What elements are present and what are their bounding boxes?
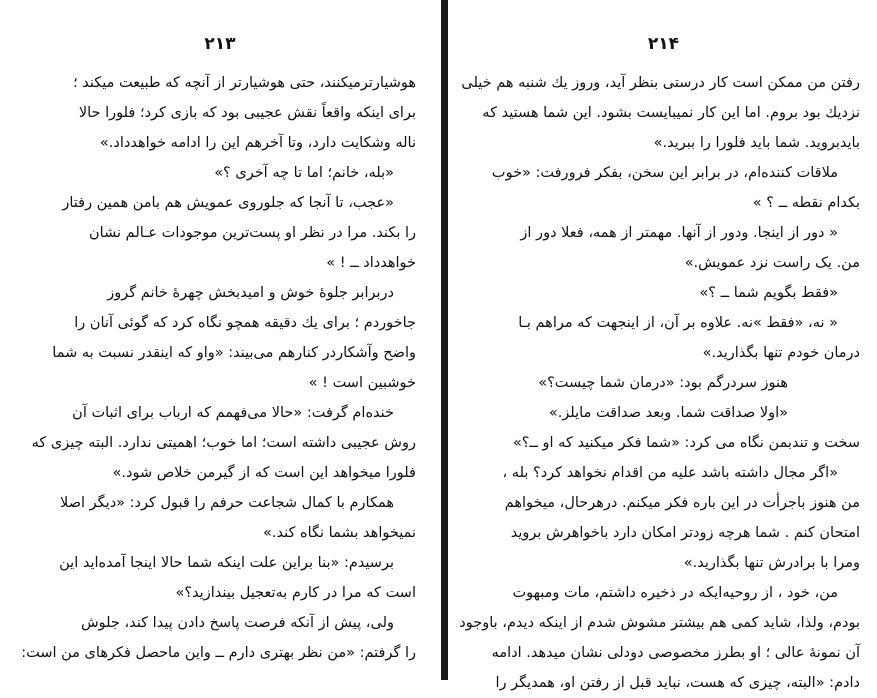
- text-line: « دور از اینجا. ودور از آنها. مهمتر از همه، فعلا دور از: [520, 225, 838, 241]
- text-line: امتحان کنم . شما هرچه زودتر امکان دارد باخواهرش بروید: [510, 525, 860, 541]
- page-number-left: ۲۱۳: [204, 34, 236, 54]
- page-number-right: ۲۱۴: [647, 34, 680, 54]
- text-line: هنوز سردرگم بود: «درمان شما چیست؟»: [538, 375, 788, 391]
- text-line: من هنوز باجرأت در این باره فکر میکنم. درهرحال، میخواهم: [504, 495, 860, 511]
- text-line: ملاقات کننده‌ام، در برابر این سخن، بفکر فرورفت: «خوب: [491, 165, 838, 181]
- text-line: ولی، پیش از آنکه فرصت پاسخ دادن پیدا کند، جلوش: [80, 615, 394, 631]
- text-line: آن نمونهٔ عالی ؛ او بطرز مخصوصی دودلی نشان میدهد. ادامه: [491, 645, 860, 661]
- text-line: را بکند. مرا در نظر او پست‌ترین موجودات عـالم نشان: [89, 225, 416, 241]
- text-line: «فقط بگویم شما ــ ؟»: [699, 285, 838, 301]
- text-line: «اگر مجال داشته باشد علیه من اقدام نخواهد کرد؟ بله ،: [502, 465, 838, 481]
- text-line: نزدیك بود بروم. اما این کار نمیبایست بشود. این شما هستید که: [482, 105, 860, 121]
- left-page-text: [21, 68, 416, 668]
- text-line: جاخوردم ؛ برای یك دقیقه همچو نگاه کرد که گوئی آنان را: [74, 315, 416, 331]
- text-line: فلورا میخواهد این است که از گیرمن خلاص شود.»: [112, 465, 416, 481]
- text-line: «اولا صداقت شما. وبعد صداقت مایلز.»: [548, 405, 788, 421]
- text-line: ومرا با برادرش تنها بگذارید.»: [683, 555, 860, 571]
- text-line: برای اینکه واقعاً نقش عجیبی بود که بازی کرد؛ فلورا حالا: [78, 105, 416, 121]
- book-spine-divider: [441, 0, 448, 680]
- text-line: خواهدداد ــ ! »: [326, 255, 416, 271]
- text-line: است که مرا در کارم به‌تعجیل بیندازید؟»: [175, 585, 416, 601]
- text-line: واضح وآشکاردر کنارهم می‌بیند: «واو که اینقدر نسبت به شما: [52, 345, 416, 361]
- text-line: بودم، ولذا، شاید کمی هم بیشتر مشوش شدم از اینکه دیدم، باوجود: [459, 615, 860, 631]
- text-line: « نه، «فقط »نه. علاوه بر آن، از اینجهت که مراهم بـا: [518, 315, 838, 331]
- text-line: نمیخواهد بشما نگاه کند.»: [263, 525, 416, 541]
- text-line: درمان خودم تنها بگذارید.»: [702, 345, 860, 361]
- text-line: بکدام نقطه ــ ؟ »: [752, 195, 860, 211]
- text-line: خنده‌ام گرفت: «حالا می‌فهمم که ارباب برای اثبات آن: [72, 405, 394, 421]
- text-line: ناله وشکایت دارد، وتا آخرهم این را ادامه خواهدداد.»: [99, 135, 416, 151]
- text-line: خوشبین است ! »: [308, 375, 416, 391]
- text-line: «بله، خانم؛ اما تا چه آخری ؟»: [214, 165, 394, 181]
- left-page: [0, 0, 440, 680]
- text-line: دربرابر جلوهٔ خوش و امیدبخش چهرهٔ خانم گروز: [107, 285, 394, 301]
- text-line: را گرفتم: «من نظر بهتری دارم ــ واین ماحصل فکرهای من است:: [21, 645, 416, 661]
- text-line: هوشیارترمیکنند، حتی هوشیارتر از آنچه که طبیعت میکند ؛: [73, 75, 416, 91]
- text-line: «عجب، تا آنجا که جلوروی عمویش هم بامن همین رفتار: [62, 195, 394, 211]
- text-line: من، خود ، از روحیه‌ایکه در ذخیره داشتم، مات ومبهوت: [512, 585, 838, 601]
- text-line: بایدبروید. شما باید فلورا را ببرید.»: [653, 135, 860, 151]
- text-line: رفتن من ممکن است کار درستی بنظر آید، وروز یك شنبه هم خیلی: [461, 75, 860, 91]
- text-line: روش عجیبی داشته است؛ اما خوب؛ اهمیتی ندارد. البته چیزی که: [31, 435, 416, 451]
- text-line: سخت و تندبمن نگاه می کرد: «شما فکر میکنید که او ــ؟»: [512, 435, 860, 451]
- text-line: برسیدم: «بنا براین علت اینکه شما حالا اینجا آمده‌اید این: [59, 555, 394, 571]
- text-line: من. یک راست نزد عمویش.»: [684, 255, 860, 271]
- right-page-text: [459, 68, 860, 698]
- text-line: دادم: «البته، چیزی که هست، نباید قبل از رفتن او، همدیگر را: [495, 675, 860, 691]
- text-line: همکارم با کمال شجاعت حرفم را قبول کرد: «دیگر اصلا: [60, 495, 394, 511]
- right-page: [450, 0, 877, 691]
